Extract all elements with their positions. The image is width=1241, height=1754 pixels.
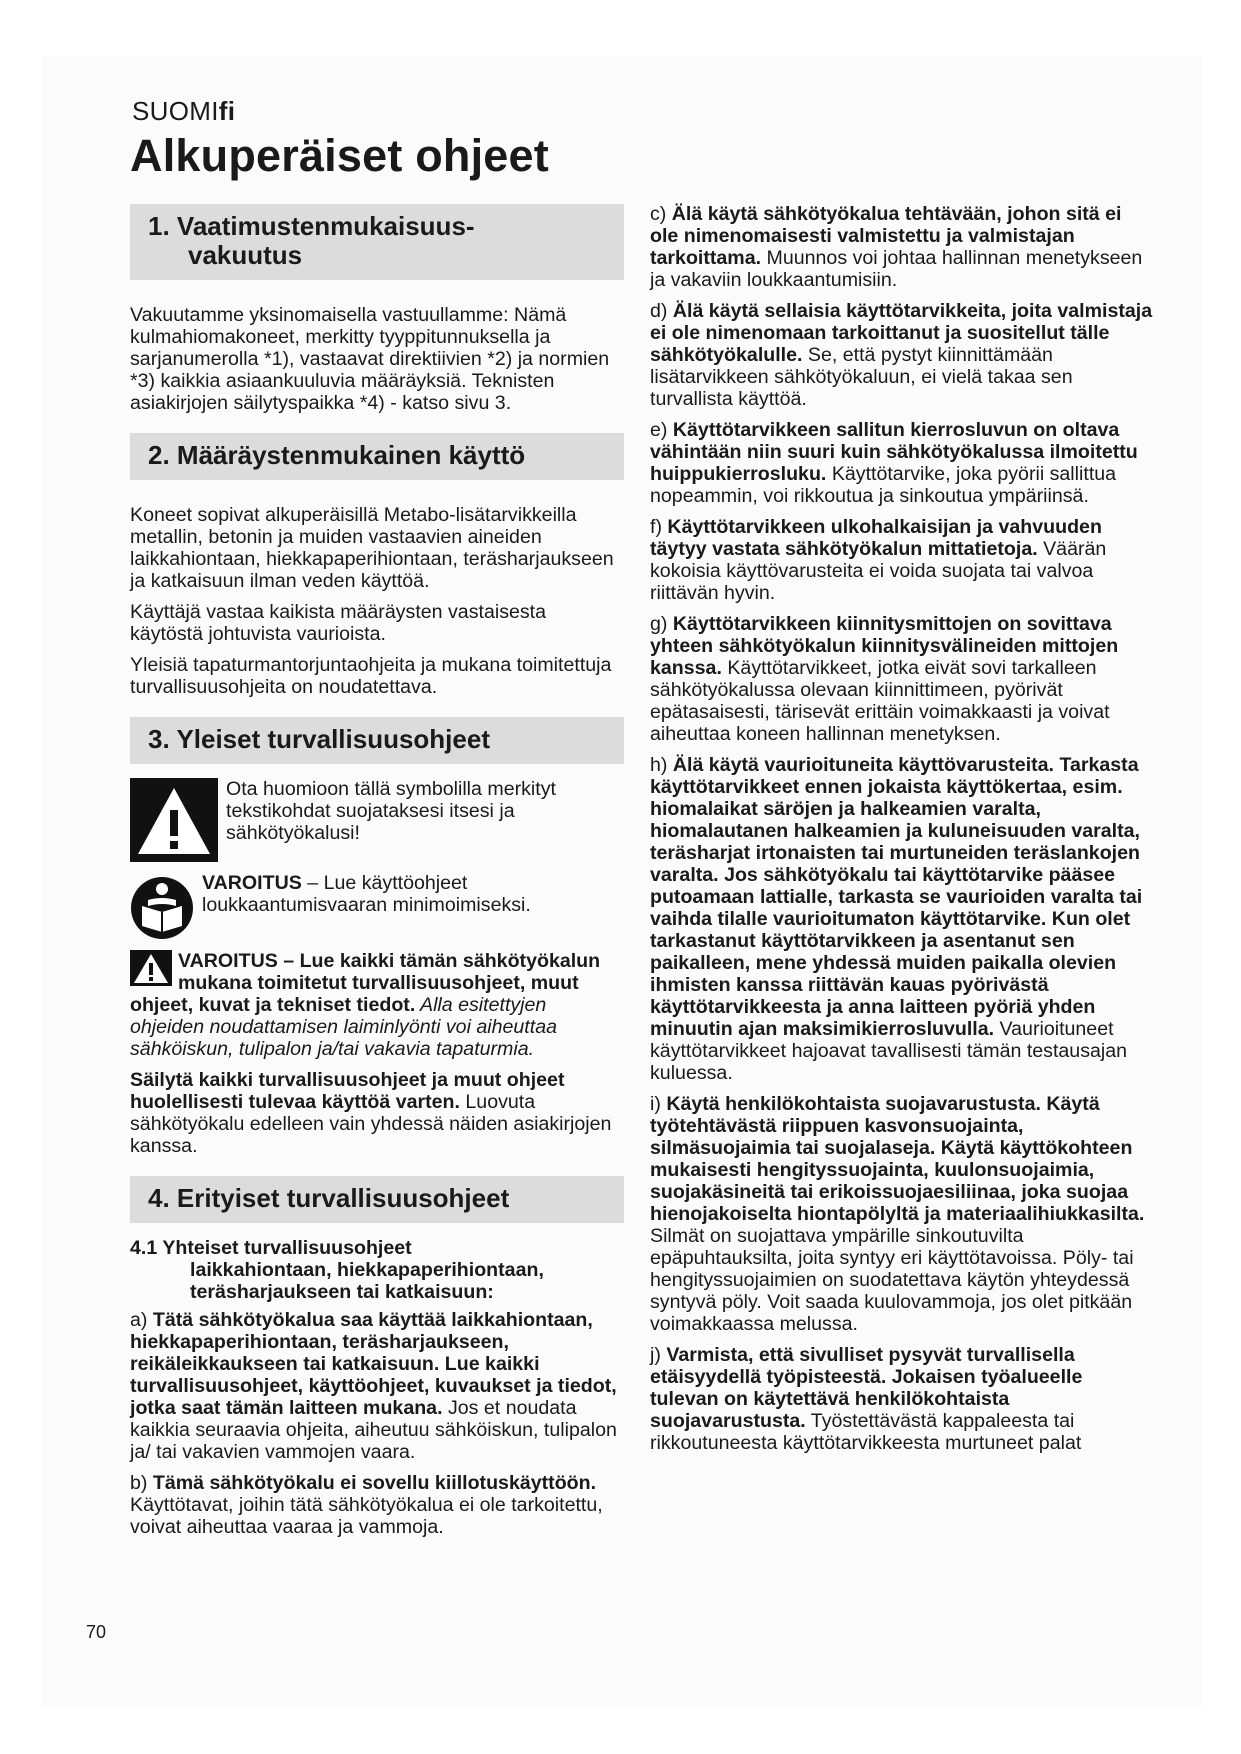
section-2-paragraph-2: Käyttäjä vastaa kaikista määräysten vastaisesta käytöstä johtuvista vaurioista. [130, 601, 547, 645]
general-warning-italic: Alla esitettyjen ohjeiden noudattamisen laiminlyönti voi aiheuttaa sähköiskun, tulipalon ja/tai vakavia tapaturmia. [130, 994, 557, 1060]
language-code: fi [218, 96, 236, 126]
keep-instructions: Säilytä kaikki turvallisuusohjeet ja muut ohjeet huolellisesti tulevaa käyttöä varten. Luovuta sähkötyökalu edelleen vain yhdessä näiden asiakirjojen kanssa. [130, 1069, 612, 1157]
item-e: e) Käyttötarvikkeen sallitun kierrosluvun on oltava vähintään niin suuri kuin sähkötyökalussa ilmoitettu huippukierrosluku. Käyttötarvike, joka pyörii sallittua nopeammin, voi rikkoutua ja sinkoutua ympäriinsä. [650, 419, 1138, 507]
general-warning [130, 950, 624, 1060]
section-2-paragraph-3: Yleisiä tapaturmantorjuntaohjeita ja mukana toimitettuja turvallisuusohjeita on noudatettava. [130, 654, 612, 698]
item-j: j) Varmista, että sivulliset pysyvät turvallisella etäisyydellä työpisteestä. Jokaisen työalueelle tulevan on käytettävä henkilökohtaista suojavarustusta. Työstettävästä kappaleesta tai rikkoutuneesta käyttötarvikkeesta murtuneet palat [650, 1344, 1083, 1454]
item-i: i) Käytä henkilökohtaista suojavarustusta. Käytä työtehtävästä riippuen kasvonsuojainta, silmäsuojaimia tai suojalaseja. Käytä käyttökohteen mukaisesti hengityssuojainta, kuulonsuojaimia, suojakäsineitä tai erikoissuojaesiliinaa, joka suojaa hienojakoiselta hiontapölyltä ja materiaalihiukkasilta. Silmät on suojattava ympärille sinkoutuvilta epäpuhtauksilta, joita syntyy eri käyttötavoissa. Pöly- tai hengityssuojaimien on suodatettava käytön yhteydessä syntyvä pöly. Voit saada kuulovammoja, jos olet pitkään voimakkaassa melussa. [650, 1093, 1145, 1335]
read-manual-warning [130, 872, 624, 940]
general-warning-bold: VAROITUS – Lue kaikki tämän sähkötyökalun mukana toimitetut turvallisuusohjeet, muut ohjeet, kuvat ja tekniset tiedot. [130, 950, 601, 1016]
section-1-heading: 1. Vaatimustenmukaisuus- vakuutus [130, 204, 624, 280]
section-3-heading: 3. Yleiset turvallisuusohjeet [130, 717, 624, 764]
warning-small-icon [130, 950, 172, 986]
item-h: h) Älä käytä vaurioituneita käyttövarusteita. Tarkasta käyttötarvikkeet ennen jokaista käyttökertaa, esim. hiomalaikat säröjen ja halkeamien varalta, hiomalautanen halkeamien ja kuluneisuuden varalta, teräsharjat irtonaisten tai murtuneiden teräslankojen varalta. Jos sähkötyökalu tai käyttötarvike pääsee putoamaan lattialle, tarkasta se vaurioiden varalta tai vaihda tilalle vaurioitumaton käyttötarvike. Kun olet tarkastanut käyttötarvikkeen ja asentanut sen paikalleen, mene yhdessä muiden paikalla olevien ihmisten kanssa riittävän kauas pyörivästä käyttötarvikkeesta ja anna laitteen pyöriä yhden minuutin ajan maksimikierrosluvulla. Vaurioituneet käyttötarvikkeet hajoavat tavallisesti tämän testausajan kuluessa. [650, 754, 1143, 1084]
section-1-paragraph: Vakuutamme yksinomaisella vastuullamme: Nämä kulmahiomakoneet, merkitty tyyppitunnuksella ja sarjanumerolla *1), vastaavat direktiivien *2) ja normien *3) kaikkia asiaankuuluvia määräyksiä. Teknisten asiakirjojen säilytyspaikka *4) - katso sivu 3. [130, 304, 610, 414]
warning-triangle-icon [130, 778, 218, 862]
symbol-note [130, 778, 624, 862]
page-title: Alkuperäiset ohjeet [130, 130, 549, 181]
item-b: b) Tämä sähkötyökalu ei sovellu kiillotuskäyttöön. Käyttötavat, joihin tätä sähkötyökalua ei ole tarkoitettu, voivat aiheuttaa vaaraa ja vammoja. [130, 1472, 603, 1538]
section-4-heading: 4. Erityiset turvallisuusohjeet [130, 1176, 624, 1223]
read-manual-text: VAROITUS – Lue käyttöohjeet loukkaantumisvaaran minimoimiseksi. [202, 872, 531, 916]
read-manual-icon [130, 876, 194, 940]
subsection-4-1-title: 4.1 Yhteiset turvallisuusohjeet laikkahiontaan, hiekkapaperihiontaan, teräsharjaukseen tai katkaisuun: [130, 1237, 544, 1303]
item-g: g) Käyttötarvikkeen kiinnitysmittojen on sovittava yhteen sähkötyökalun kiinnitysvälineiden mittojen kanssa. Käyttötarvikkeet, jotka eivät sovi tarkalleen sähkötyökalussa olevaan kiinnittimeen, pyörivät epätasaisesti, tärisevät erittäin voimakkaasti ja voivat aiheuttaa koneen hallinnan menetyksen. [650, 613, 1119, 745]
item-f: f) Käyttötarvikkeen ulkohalkaisijan ja vahvuuden täytyy vastata sähkötyökalun mittatietoja. Väärän kokoisia käyttövarusteita ei voida suojata tai valvoa riittävän hyvin. [650, 516, 1107, 604]
section-2-heading: 2. Määräystenmukainen käyttö [130, 433, 624, 480]
item-d: d) Älä käytä sellaisia käyttötarvikkeita, joita valmistaja ei ole nimenomaan tarkoittanut ja suositellut tälle sähkötyökalulle. Se, että pystyt kiinnittämään lisätarvikkeen sähkötyökaluun, ei vielä takaa sen turvallista käyttöä. [650, 300, 1153, 410]
item-a: a) Tätä sähkötyökalua saa käyttää laikkahiontaan, hiekkapaperihiontaan, teräsharjaukseen, reikäleikkaukseen tai katkaisuun. Lue kaikki turvallisuusohjeet, käyttöohjeet, kuvaukset ja tiedot, jotka saat tämän laitteen mukana. Jos et noudata kaikkia seuraavia ohjeita, aiheutuu sähköiskun, tulipalon ja/ tai vakavien vammojen vaara. [130, 1309, 617, 1463]
item-c: c) Älä käytä sähkötyökalua tehtävään, johon sitä ei ole nimenomaisesti valmistettu ja valmistajan tarkoittama. Muunnos voi johtaa hallinnan menetykseen ja vakaviin loukkaantumisiin. [650, 203, 1143, 291]
left-column [130, 204, 624, 1547]
symbol-note-text: Ota huomioon tällä symbolilla merkityt tekstikohdat suojataksesi itsesi ja sähkötyökalusi! [226, 778, 556, 844]
page-number: 70 [86, 1622, 107, 1642]
section-2-paragraph-1: Koneet sopivat alkuperäisillä Metabo-lisätarvikkeilla metallin, betonin ja muiden vastaavien aineiden laikkahiontaan, hiekkapaperihiontaan, teräsharjaukseen ja katkaisuun ilman veden käyttöä. [130, 504, 614, 592]
language-label: SUOMIfi [132, 96, 236, 126]
right-column [650, 203, 1155, 1463]
